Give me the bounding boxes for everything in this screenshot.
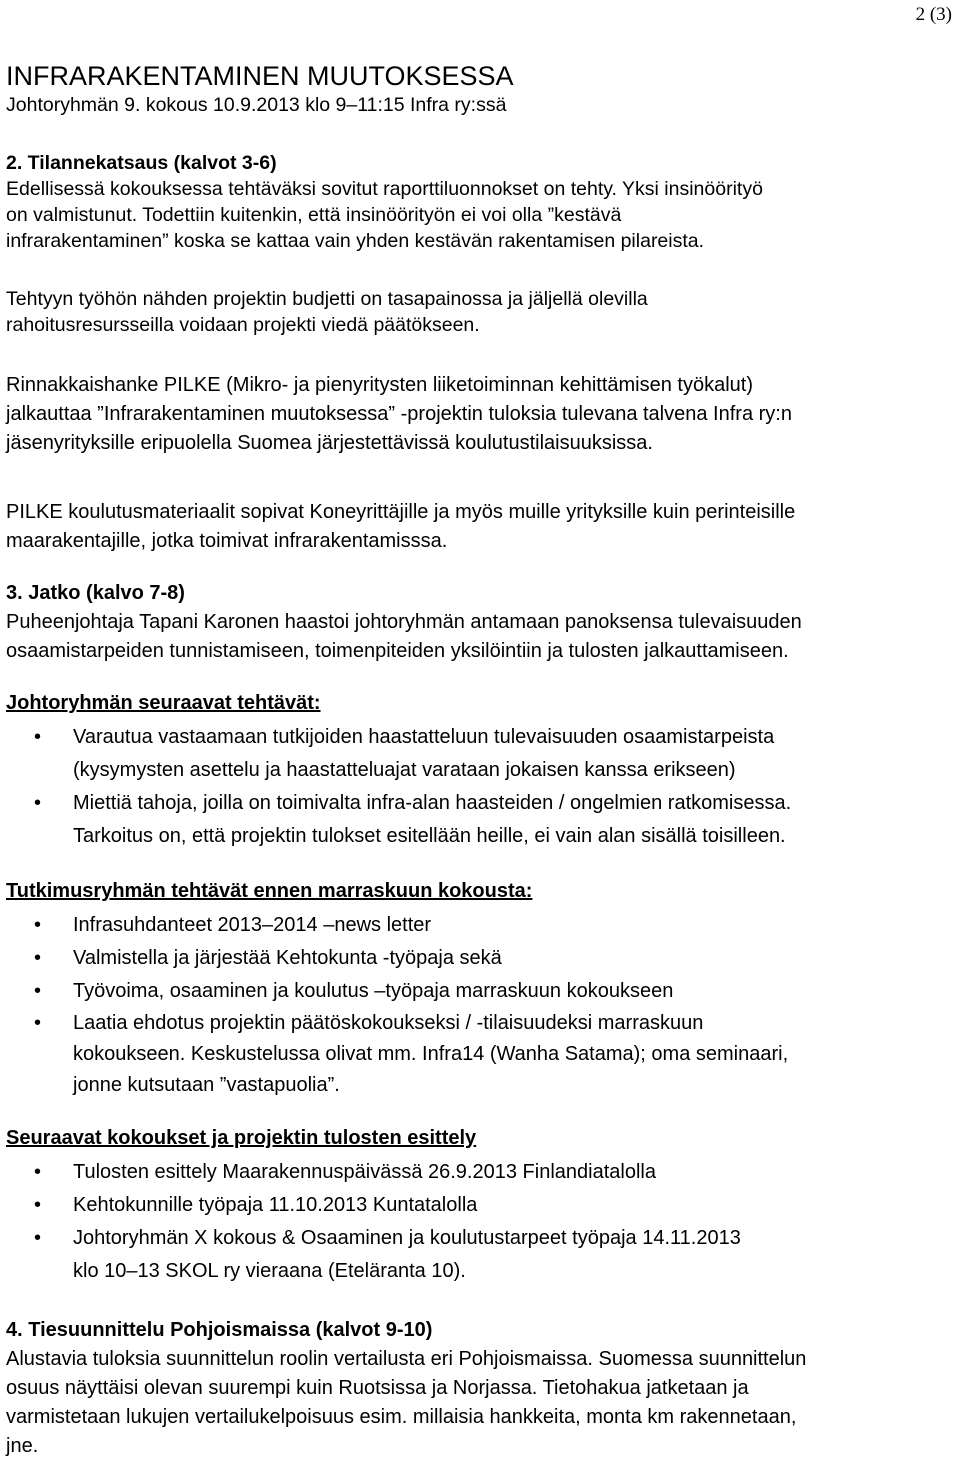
bullet-icon: •: [34, 980, 42, 1002]
research-tasks-heading: Tutkimusryhmän tehtävät ennen marraskuun kokousta:: [6, 880, 533, 902]
bullet-icon: •: [34, 792, 42, 814]
list-item-text: Tarkoitus on, että projektin tulokset esitellään heille, ei vain alan sisällä toisilleen.: [73, 825, 786, 847]
section-3-line: Puheenjohtaja Tapani Karonen haastoi johtoryhmän antamaan panoksensa tulevaisuuden: [6, 611, 802, 633]
section-4-line: osuus näyttäisi olevan suurempi kuin Ruotsissa ja Norjassa. Tietohakua jatketaan ja: [6, 1377, 749, 1399]
section-4: [6, 1316, 956, 1461]
list-item-text: Johtoryhmän X kokous & Osaaminen ja koulutustarpeet työpaja 14.11.2013: [73, 1227, 741, 1249]
upcoming-meetings: [6, 1124, 956, 1288]
list-item: [6, 1222, 956, 1288]
list-item: [6, 1156, 956, 1189]
list-item-text: Varautua vastaamaan tutkijoiden haastatteluun tulevaisuuden osaamistarpeista: [73, 726, 775, 748]
paragraph-line: jalkauttaa ”Infrarakentaminen muutoksessa” -projektin tuloksia tulevana talvena Infra ry:n: [6, 403, 792, 425]
budget-paragraph: [6, 286, 956, 338]
bullet-icon: •: [34, 947, 42, 969]
section-2-line: Edellisessä kokouksessa tehtäväksi sovitut raporttiluonnokset on tehty. Yksi insinöörityö: [6, 178, 763, 200]
list-item-text: Tulosten esittely Maarakennuspäivässä 26.9.2013 Finlandiatalolla: [73, 1161, 656, 1183]
list-item: [6, 787, 956, 853]
bullet-icon: •: [34, 1227, 42, 1249]
section-2-heading: 2. Tilannekatsaus (kalvot 3-6): [6, 152, 277, 174]
list-item: [6, 1189, 956, 1222]
list-item-text: Miettiä tahoja, joilla on toimivalta infra-alan haasteiden / ongelmien ratkomisessa.: [73, 792, 792, 814]
list-item-text: (kysymysten asettelu ja haastatteluajat varataan jokaisen kanssa erikseen): [73, 759, 736, 781]
paragraph-line: PILKE koulutusmateriaalit sopivat Koneyrittäjille ja myös muille yrityksille kuin perinteisille: [6, 501, 796, 523]
document-title: INFRARAKENTAMINEN MUUTOKSESSA: [6, 61, 514, 91]
list-item: [6, 1008, 956, 1101]
research-tasks: [6, 877, 956, 1101]
paragraph-line: maarakentajille, jotka toimivat infrarakentamisssa.: [6, 530, 448, 552]
paragraph-line: Rinnakkaishanke PILKE (Mikro- ja pienyritysten liiketoiminnan kehittämisen työkalut): [6, 374, 753, 396]
section-4-line: Alustavia tuloksia suunnittelun roolin vertailusta eri Pohjoismaissa. Suomessa suunnittelun: [6, 1348, 807, 1370]
section-2-line: infrarakentaminen” koska se kattaa vain yhden kestävän rakentamisen pilareista.: [6, 230, 705, 252]
meeting-info: Johtoryhmän 9. kokous 10.9.2013 klo 9–11:15 Infra ry:ssä: [6, 94, 507, 116]
list-item-text: Laatia ehdotus projektin päätöskokoukseksi / -tilaisuudeksi marraskuun: [73, 1012, 704, 1034]
section-4-heading: 4. Tiesuunnittelu Pohjoismaissa (kalvot 9-10): [6, 1319, 433, 1341]
list-item-text: Työvoima, osaaminen ja koulutus –työpaja marraskuun kokoukseen: [73, 980, 674, 1002]
pilke-paragraph: [6, 371, 956, 458]
bullet-icon: •: [34, 1161, 42, 1183]
list-item: [6, 975, 956, 1008]
section-3-line: osaamistarpeiden tunnistamiseen, toimenpiteiden yksilöintiin ja tulosten jalkauttamiseen.: [6, 640, 789, 662]
list-item: [6, 721, 956, 787]
bullet-icon: •: [34, 914, 42, 936]
list-item-text: klo 10–13 SKOL ry vieraana (Eteläranta 10).: [73, 1260, 466, 1282]
paragraph-line: jäsenyrityksille eripuolella Suomea järjestettävissä koulutustilaisuuksissa.: [6, 432, 653, 454]
section-2-line: on valmistunut. Todettiin kuitenkin, että insinöörityön ei voi olla ”kestävä: [6, 204, 622, 226]
pilke-materials-paragraph: [6, 498, 956, 556]
section-4-line: varmistetaan lukujen vertailukelpoisuus esim. millaisia hankkeita, monta km rakennetaan,: [6, 1406, 797, 1428]
page-number: 2 (3): [915, 4, 952, 25]
list-item-text: Valmistella ja järjestää Kehtokunta -työpaja sekä: [73, 947, 502, 969]
list-item-text: Kehtokunnille työpaja 11.10.2013 Kuntatalolla: [73, 1194, 478, 1216]
section-3-heading: 3. Jatko (kalvo 7-8): [6, 582, 185, 604]
section-3: [6, 579, 956, 666]
section-4-line: jne.: [6, 1435, 39, 1457]
paragraph-line: rahoitusresursseilla voidaan projekti viedä päätökseen.: [6, 314, 480, 336]
upcoming-meetings-heading: Seuraavat kokoukset ja projektin tulosten esittely: [6, 1127, 477, 1149]
list-item-text: kokoukseen. Keskustelussa olivat mm. Infra14 (Wanha Satama); oma seminaari,: [73, 1043, 789, 1065]
board-tasks-heading: Johtoryhmän seuraavat tehtävät:: [6, 692, 321, 714]
paragraph-line: Tehtyyn työhön nähden projektin budjetti on tasapainossa ja jäljellä olevilla: [6, 288, 648, 310]
board-tasks: [6, 689, 956, 853]
list-item: [6, 909, 956, 942]
list-item: [6, 942, 956, 975]
bullet-icon: •: [34, 726, 42, 748]
bullet-icon: •: [34, 1012, 42, 1034]
section-2: [6, 150, 956, 254]
list-item-text: jonne kutsutaan ”vastapuolia”.: [73, 1074, 340, 1096]
bullet-icon: •: [34, 1194, 42, 1216]
list-item-text: Infrasuhdanteet 2013–2014 –news letter: [73, 914, 432, 936]
